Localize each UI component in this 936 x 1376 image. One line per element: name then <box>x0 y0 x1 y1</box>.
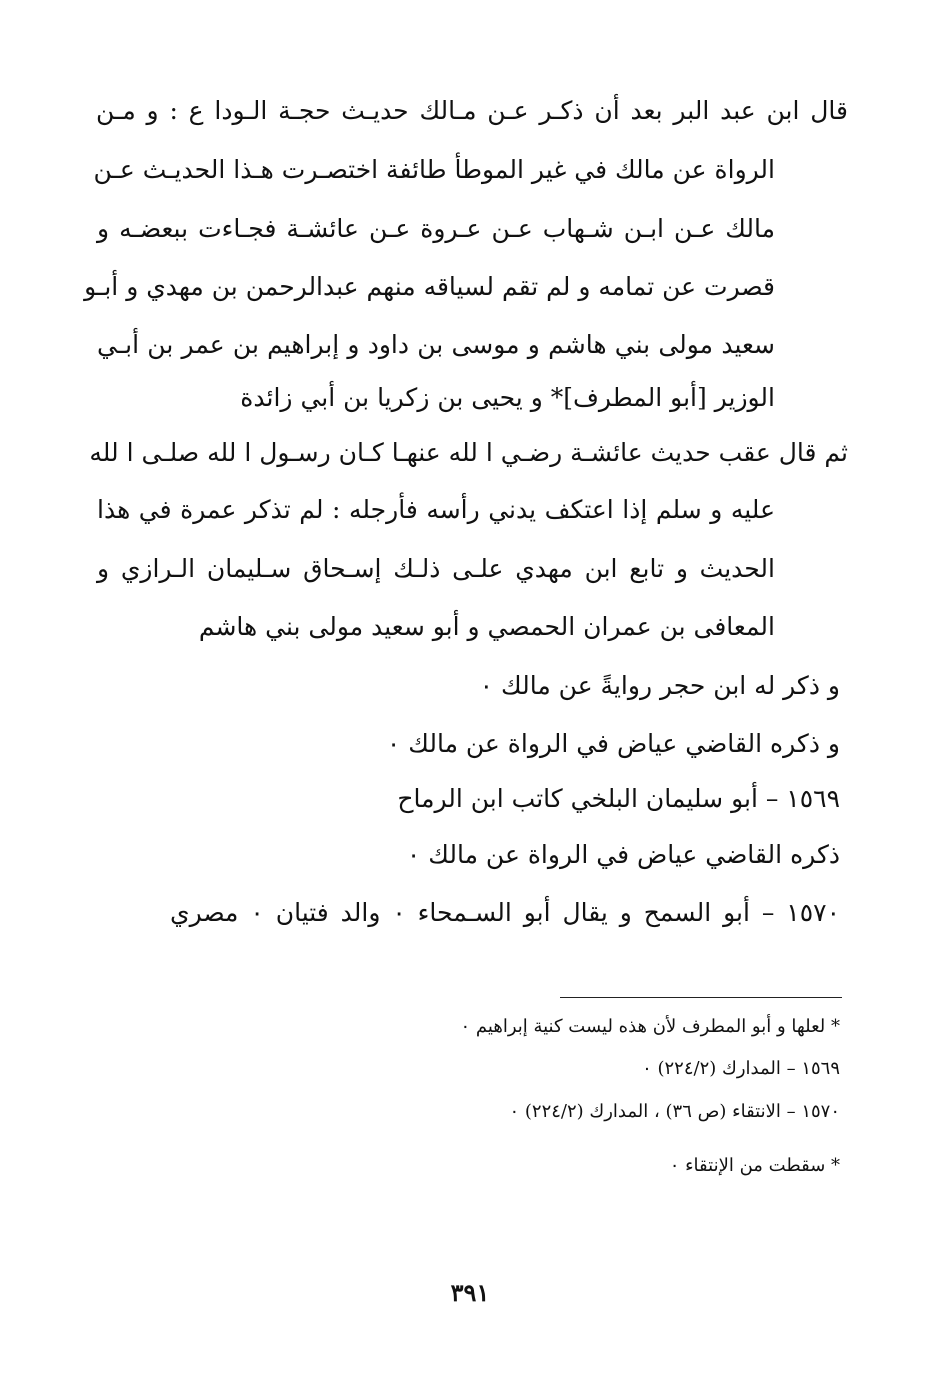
body-line-7: ثم قال عقب حديث عائشـة رضـي ا لله عنهـا كـان رسـول ا لله صلـى ا لله <box>89 438 848 467</box>
body-line-11: و ذكر له ابن حجر روايةً عن مالك ٠ <box>479 671 840 700</box>
body-line-5: سعيد مولى بني هاشم و موسى بن داود و إبراهيم بن عمر بن أبـي <box>97 330 775 359</box>
entry-1570-heading: ١٥٧٠ – أبو السمح و يقال أبو السـمحاء ٠ والد فتيان ٠ مصري <box>170 898 841 927</box>
footnote-3: ١٥٧٠ – الانتقاء (ص ٣٦) ، المدارك (٢٢٤/٢) ٠ <box>509 1101 840 1122</box>
body-line-4: قصرت عن تمامه و لم تقم لسياقه منهم عبدالرحمن بن مهدي و أبـو <box>84 272 775 301</box>
body-line-10: المعافى بن عمران الحمصي و أبو سعيد مولى بني هاشم <box>198 612 775 641</box>
body-line-14: ذكره القاضي عياض في الرواة عن مالك ٠ <box>406 840 840 869</box>
body-line-12: و ذكره القاضي عياض في الرواة عن مالك ٠ <box>386 729 840 758</box>
entry-1569-heading: ١٥٦٩ – أبو سليمان البلخي كاتب ابن الرماح <box>397 784 840 813</box>
footnote-2: ١٥٦٩ – المدارك (٢٢٤/٢) ٠ <box>642 1058 840 1079</box>
body-line-1: قال ابن عبد البر بعد أن ذكـر عـن مـالك حديـث حجـة الـودا ع : و مـن <box>96 96 848 125</box>
body-line-8: عليه و سلم إذا اعتكف يدني رأسه فأرجله : لم تذكر عمرة في هذا <box>97 495 775 524</box>
footnote-separator <box>560 997 842 998</box>
body-line-2: الرواة عن مالك في غير الموطأ طائفة اختصـرت هـذا الحديـث عـن <box>93 155 775 184</box>
page-number: ٣٩١ <box>450 1278 490 1307</box>
body-line-6: الوزير [أبو المطرف]* و يحيى بن زكريا بن أبي زائدة <box>240 383 775 412</box>
footnote-1: * لعلها و أبو المطرف لأن هذه ليست كنية إبراهيم ٠ <box>460 1016 840 1037</box>
body-line-9: الحديث و تابع ابن مهدي علـى ذلـك إسـحاق سـليمان الـرازي و <box>97 554 775 583</box>
footnote-4: * سقطت من الإنتقاء ٠ <box>669 1155 840 1176</box>
body-line-3: مالك عـن ابـن شـهاب عـن عـروة عـن عائشـة فجـاءت ببعضـه و <box>97 214 775 243</box>
